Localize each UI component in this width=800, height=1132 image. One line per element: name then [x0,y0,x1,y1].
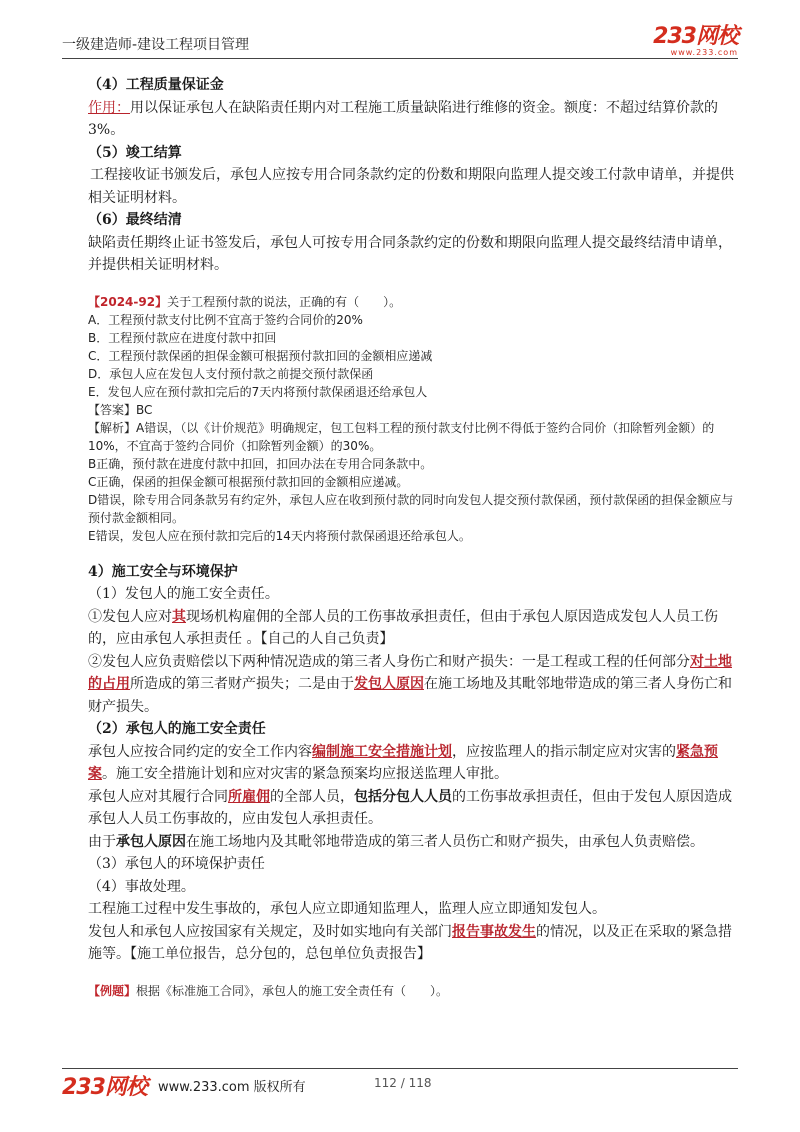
document-body [88,74,738,1000]
text: 在施工场地内及其毗邻地带造成的第三者人员伤亡和财产损失，由承包人负责赔偿。 [186,833,704,850]
section-heading: （6）最终结清 [88,212,182,228]
highlight: 发包人原因 [354,676,424,692]
header-divider [62,58,738,59]
page-header [62,26,738,56]
page-footer [62,1060,738,1100]
paragraph [88,651,738,719]
paragraph: 缺陷责任期终止证书签发后，承包人可按专用合同条款约定的份数和期限向监理人提交最终结清申请单，并提供相关证明材料。 [88,234,732,273]
example-stem [88,982,738,1000]
highlight: 紧急预案 [88,743,718,782]
exam-question [88,293,738,545]
paragraph [88,786,738,831]
bold-text: 承包人原因 [116,833,186,850]
highlight: 编制施工安全措施计划 [312,743,452,760]
example-question [88,982,738,1000]
subsection-heading: （1）发包人的施工安全责任。 [88,586,279,602]
option-c: C．工程预付款保函的担保金额可根据预付款扣回的金额相应递减 [88,348,433,363]
highlight: 所雇佣 [228,788,270,805]
text: 的情况，以及正在采取的紧急措施等。【施工单位报告，总分包的，总包单位负责报告】 [88,923,732,962]
text: 的全部人员， [270,788,354,805]
text: ②发包人应负责赔偿以下两种情况造成的第三者人身伤亡和财产损失：一是工程或工程的任何部分 [88,653,690,670]
section-heading: （4）工程质量保证金 [88,77,224,93]
footer-divider [62,1068,738,1069]
logo-text: 233网校 [653,24,738,49]
document-title: 一级建造师-建设工程项目管理 [62,37,250,53]
subsection-heading: （2）承包人的施工安全责任 [88,721,266,737]
analysis-line: D错误，除专用合同条款另有约定外，承包人应在收到预付款的同时向发包人提交预付款保函，预付款保函的担保金额应与预付款金额相同。 [88,492,734,525]
example-tag: 【例题】 [88,983,137,998]
analysis-line: E错误，发包人应在预付款扣完后的14天内将预付款保函退还给承包人。 [88,528,471,543]
text: 承包人应对其履行合同 [88,788,228,805]
option-e: E．发包人应在预付款扣完后的7天内将预付款保函退还给承包人 [88,384,428,399]
text: 现场机构雇佣的全部人员的工伤事故承担责任，但由于承包人原因造成发包人人员工伤的，应由承包人承担责任 。【自己的人自己负责】 [88,608,718,647]
paragraph [88,921,738,966]
paragraph [88,97,738,142]
option-b: B．工程预付款应在进度付款中扣回 [88,330,277,345]
option-a: A．工程预付款支付比例不宜高于签约合同价的20% [88,312,363,327]
page-number: 112 / 118 [374,1076,432,1090]
paragraph: 工程接收证书颁发后，承包人应按专用合同条款约定的份数和期限向监理人提交竣工付款申请单，并提供相关证明材料。 [88,167,734,206]
paragraph: 工程施工过程中发生事故的，承包人应立即通知监理人，监理人应立即通知发包人。 [88,901,606,917]
subsection-heading: （3）承包人的环境保护责任 [88,856,265,872]
text: ，应按监理人的指示制定应对灾害的 [452,743,676,760]
question-text: 关于工程预付款的说法，正确的有（ ）。 [167,294,402,309]
section-heading: 4）施工安全与环境保护 [88,563,238,580]
text: 的工伤事故承担责任，但由于发包人原因造成承包人人员工伤事故的，应由发包人承担责任。 [88,788,732,827]
brand-logo [653,26,738,57]
text: ①发包人应对 [88,608,172,625]
analysis-line: C正确，保函的担保金额可根据预付款扣回的金额相应递减。 [88,474,409,489]
text: 由于 [88,833,116,850]
copyright: www.233.com 版权所有 [158,1080,306,1095]
subsection-heading: （4）事故处理。 [88,878,195,895]
text: 承包人应按合同约定的安全工作内容 [88,743,312,760]
highlight-label: 作用： [88,99,130,116]
text: 发包人和承包人应按国家有关规定，及时如实地向有关部门 [88,923,452,940]
paragraph [88,741,738,786]
answer: 【答案】BC [88,402,153,417]
highlight: 对土地的占用 [88,653,732,692]
paragraph-text: 用以保证承包人在缺陷责任期内对工程施工质量缺陷进行维修的资金。额度：不超过结算价款的3%。 [88,99,718,138]
analysis-line: 【解析】A错误，（以《计价规范》明确规定，包工包料工程的预付款支付比例不得低于签约合同价（扣除暂列金额）的10%，不宜高于签约合同价（扣除暂列金额）的30%。 [88,420,715,453]
logo-url: www.233.com [670,48,738,57]
highlight: 报告事故发生 [452,923,536,940]
analysis-line: B正确，预付款在进度付款中扣回，扣回办法在专用合同条款中。 [88,456,433,471]
text: 。施工安全措施计划和应对灾害的紧急预案均应报送监理人审批。 [102,766,508,782]
paragraph [88,831,738,854]
text: 所造成的第三者财产损失；二是由于 [130,676,354,692]
question-stem [88,293,738,311]
text: 在施工场地及其毗邻地带造成的第三者人身伤亡和财产损失。 [88,676,732,715]
bold-text: 包括分包人人员 [354,788,452,805]
option-d: D．承包人应在发包人支付预付款之前提交预付款保函 [88,366,374,381]
paragraph [88,606,738,651]
highlight: 其 [172,608,186,625]
section-heading: （5）竣工结算 [88,144,182,161]
example-text: 根据《标准施工合同》，承包人的施工安全责任有（ ）。 [136,983,449,998]
footer-logo: 233网校 [62,1075,147,1100]
question-tag: 【2024-92】 [88,294,168,309]
